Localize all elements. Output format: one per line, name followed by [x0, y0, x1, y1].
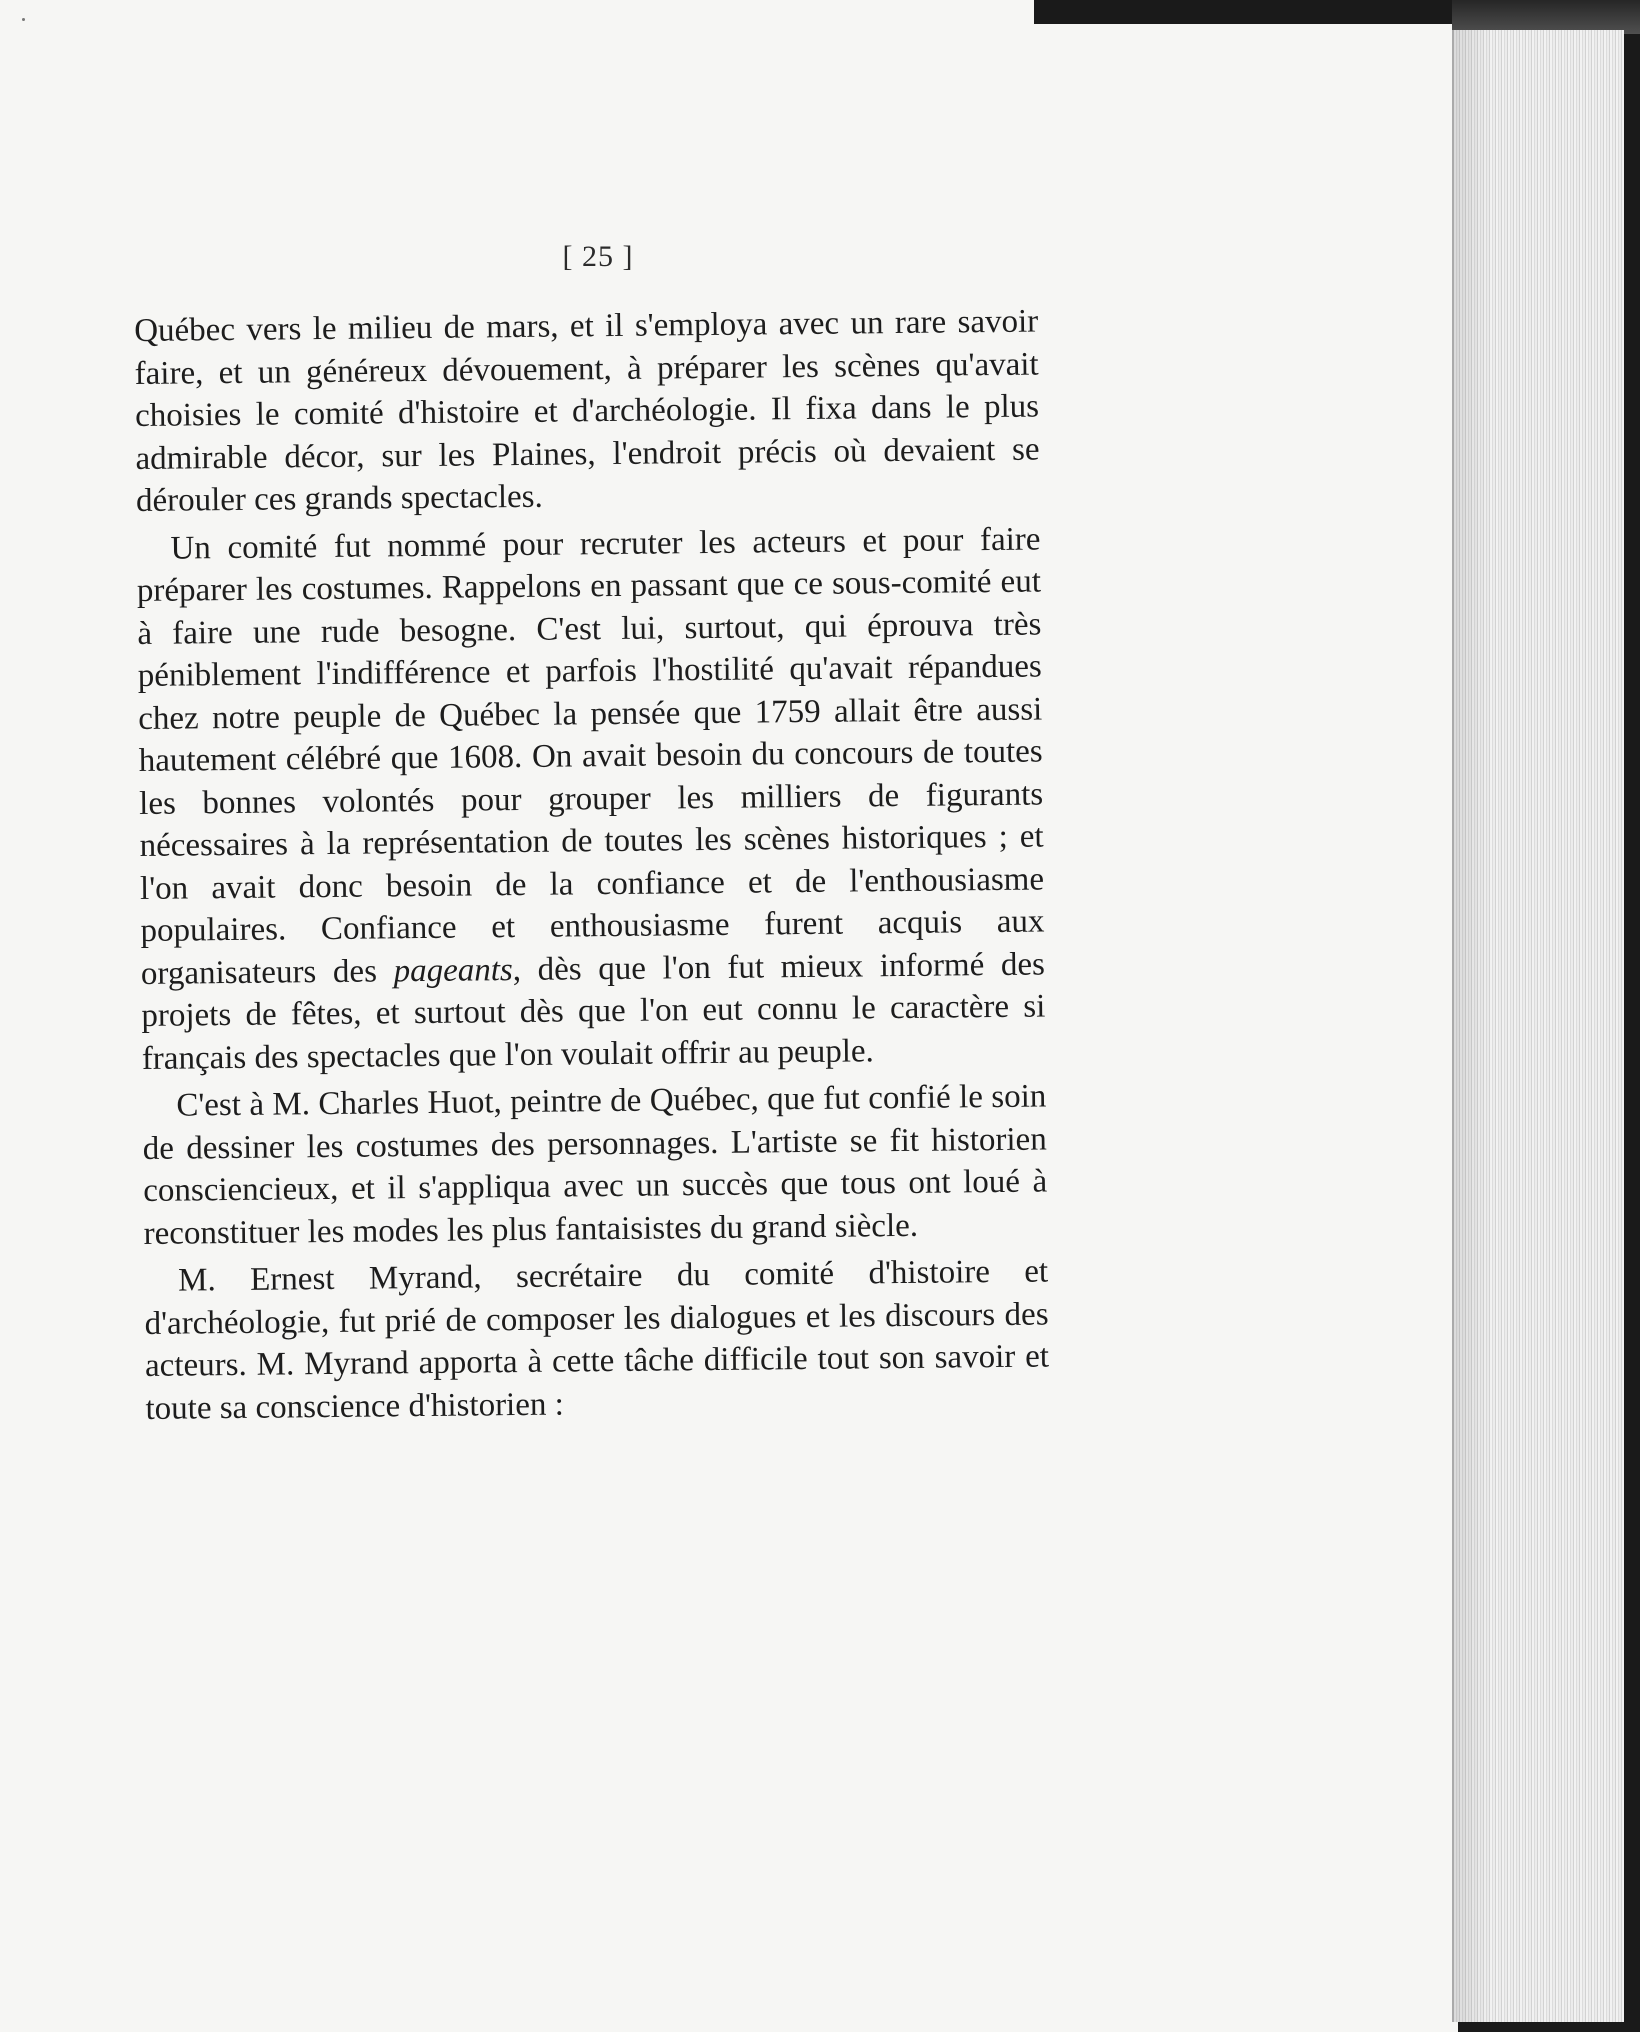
paragraph-2	[136, 518, 1046, 1080]
page-number: [ 25 ]	[562, 240, 634, 273]
dust-speck	[22, 18, 25, 21]
paragraph-3: C'est à M. Charles Huot, peintre de Québec, que fut confié le soin de dessiner les costumes des personnages. L'artiste se fit historien consciencieux, et il s'appliqua avec un succès que tous ont loué à reconstituer les modes les plus fantaisistes du grand siècle.	[142, 1078, 1048, 1252]
paragraph-1: Québec vers le milieu de mars, et il s'employa avec un rare savoir faire, et un généreux dévouement, à préparer les scènes qu'avait choisies le comité d'histoire et d'archéologie. Il fixa dans le plus admirable décor, sur les Plaines, l'endroit précis où devaient se dérouler ces grands spectacles.	[134, 303, 1040, 519]
page-text-body	[134, 301, 1050, 1435]
paragraph-4: M. Ernest Myrand, secrétaire du comité d'histoire et d'archéologie, fut prié de composer les dialogues et les discours des acteurs. M. Myrand apporta à cette tâche difficile tout son savoir et toute sa conscience d'historien :	[144, 1253, 1050, 1427]
paragraph-2-text-after-italic: , dès que l'on fut mieux informé des projets de fêtes, et surtout dès que l'on eut connu le caractère si français des spectacles que l'on voulait offrir au peuple.	[141, 945, 1046, 1077]
paragraph-2-italic-word: pageants	[393, 951, 513, 989]
page-edge-shadow	[1452, 30, 1492, 2022]
paragraph-2-text-before-italic: Un comité fut nommé pour recruter les acteurs et pour faire préparer les costumes. Rappelons en passant que ce sous-comité eut à faire une rude besogne. C'est lui, surtout, qui éprouva très péniblement l'indifférence et parfois l'hostilité qu'avait répandues chez notre peuple de Québec la pensée que 1759 allait être aussi hautement célébré que 1608. On avait besoin du concours de toutes les bonnes volontés pour grouper les milliers de figurants nécessaires à la représentation de toutes les scènes historiques ; et l'on avait donc besoin de la confiance et de l'enthousiasme populaires. Confiance et enthousiasme furent acquis aux organisateurs des	[136, 521, 1045, 992]
book-binding-edge	[1452, 0, 1640, 34]
